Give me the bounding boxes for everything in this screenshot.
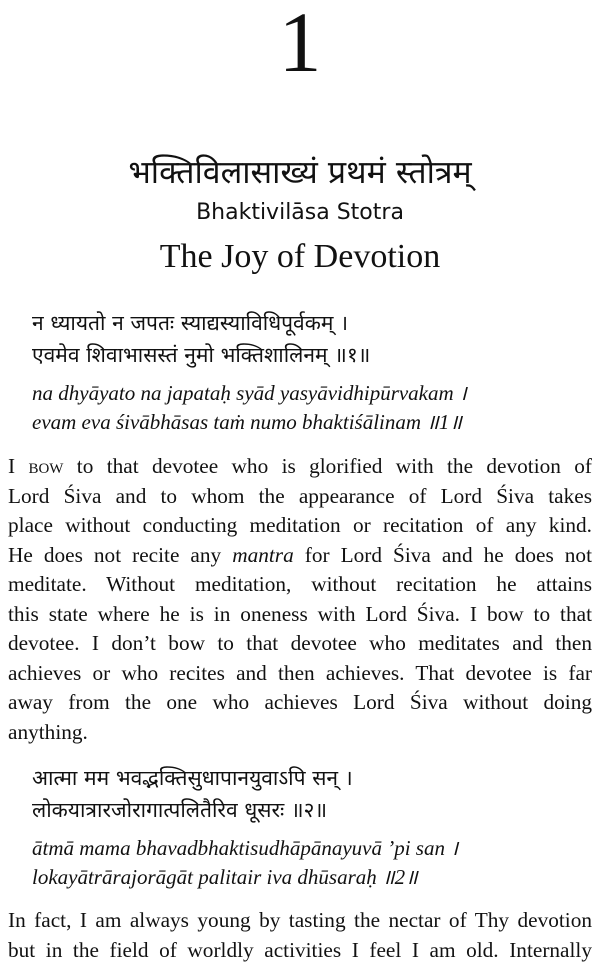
verse-2-devanagari-line-1: आत्मा मम भवद्भक्तिसुधापानयुवाऽपि सन् । <box>32 762 592 794</box>
commentary-1-line: He does not recite any mantra for Lord Śiva and he does not <box>8 541 592 571</box>
commentary-1-line: Lord Śiva and to whom the appearance of Lord Śiva takes <box>8 482 592 512</box>
chapter-number: 1 <box>0 0 600 90</box>
verse-2-transliteration-line-2: lokayātrārajorāgāt palitair iva dhūsaraḥ ॥2॥ <box>32 863 592 892</box>
commentary-1-line: place without conducting meditation or recitation of any kind. <box>8 511 592 541</box>
verse-1-devanagari-line-2: एवमेव शिवाभासस्तं नुमो भक्तिशालिनम् ॥१॥ <box>32 339 592 371</box>
verse-1-transliteration-line-2: evam eva śivābhāsas taṁ numo bhaktiśālinam ॥1॥ <box>32 408 592 437</box>
verse-1 <box>32 307 592 437</box>
verse-2 <box>32 762 592 892</box>
commentary-1-line: devotee. I don’t bow to that devotee who meditates and then <box>8 629 592 659</box>
commentary-2-line: In fact, I am always young by tasting the nectar of Thy devotion <box>8 906 592 936</box>
commentary-1-line: this state where he is in oneness with Lord Śiva. I bow to that <box>8 600 592 630</box>
commentary-1-line: meditate. Without meditation, without recitation he attains <box>8 570 592 600</box>
commentary-1-line: anything. <box>8 718 592 748</box>
commentary-2 <box>8 906 592 965</box>
stotra-subtitle: Bhaktivilāsa Stotra <box>0 199 600 227</box>
verse-2-transliteration-line-1: ātmā mama bhavadbhaktisudhāpānayuvā ’pi san । <box>32 834 592 863</box>
commentary-1-line: away from the one who achieves Lord Śiva without doing <box>8 688 592 718</box>
verse-1-devanagari-line-1: न ध्यायतो न जपतः स्याद्यस्याविधिपूर्वकम् । <box>32 307 592 339</box>
sanskrit-title: भक्तिविलासाख्यं प्रथमं स्तोत्रम् <box>0 152 600 192</box>
verse-2-devanagari-line-2: लोकयात्रारजोरागात्पलितैरिव धूसरः ॥२॥ <box>32 794 592 826</box>
commentary-lead: I bow <box>8 454 63 478</box>
commentary-1-line: achieves or who recites and then achieves. That devotee is far <box>8 659 592 689</box>
mantra-word: mantra <box>232 543 294 567</box>
english-title: The Joy of Devotion <box>0 235 600 279</box>
commentary-1-line: I bow to that devotee who is glorified with the devotion of <box>8 452 592 482</box>
commentary-1 <box>8 452 592 747</box>
verse-1-transliteration-line-1: na dhyāyato na japataḥ syād yasyāvidhipūrvakam । <box>32 379 592 408</box>
commentary-2-line: but in the field of worldly activities I feel I am old. Internally <box>8 936 592 965</box>
